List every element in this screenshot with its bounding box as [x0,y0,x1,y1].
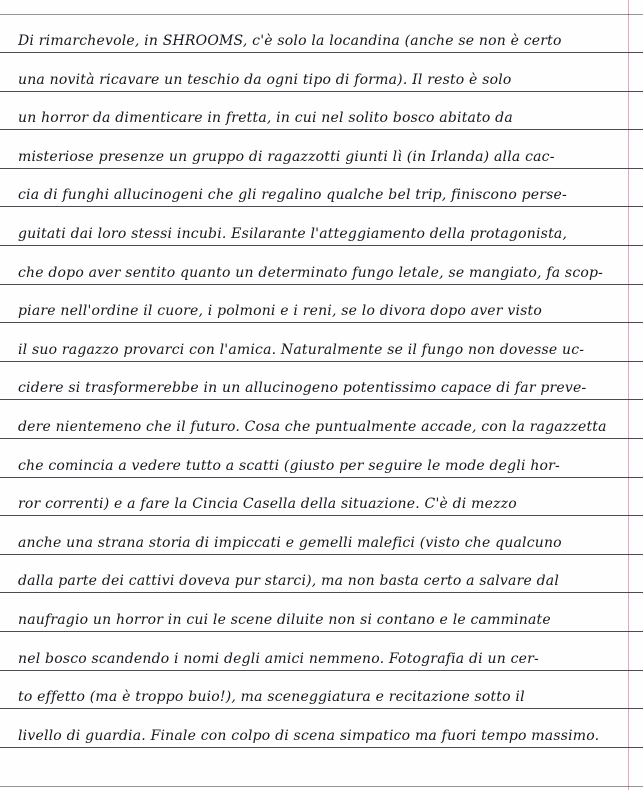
handwritten-line: guitati dai loro stessi incubi. Esilarante l'atteggiamento della protagonista, [18,226,568,242]
handwritten-line: misteriose presenze un gruppo di ragazzotti giunti lì (in Irlanda) alla cac- [18,149,555,165]
handwritten-line: naufragio un horror in cui le scene diluite non si contano e le camminate [18,612,551,628]
handwritten-line: to effetto (ma è troppo buio!), ma sceneggiatura e recitazione sotto il [18,689,525,705]
handwritten-line: cia di funghi allucinogeni che gli regalino qualche bel trip, finiscono perse- [18,187,567,203]
handwritten-line: cidere si trasformerebbe in un allucinogeno potentissimo capace di far preve- [18,380,587,396]
margin-line [628,0,629,790]
ruled-line [0,786,643,787]
ruled-line [0,14,643,15]
handwritten-line: una novità ricavare un teschio da ogni tipo di forma). Il resto è solo [18,72,512,88]
handwritten-line: dere nientemeno che il futuro. Cosa che puntualmente accade, con la ragazzetta [18,419,607,435]
handwritten-line: ror correnti) e a fare la Cincia Casella della situazione. C'è di mezzo [18,496,517,512]
handwritten-line: piare nell'ordine il cuore, i polmoni e i reni, se lo divora dopo aver visto [18,303,542,319]
handwritten-line: nel bosco scandendo i nomi degli amici nemmeno. Fotografia di un cer- [18,651,539,667]
handwritten-line: che dopo aver sentito quanto un determinato fungo letale, se mangiato, fa scop- [18,265,604,281]
handwritten-line: livello di guardia. Finale con colpo di scena simpatico ma fuori tempo massimo. [18,728,600,744]
handwritten-line: che comincia a vedere tutto a scatti (giusto per seguire le mode degli hor- [18,458,560,474]
handwritten-line: dalla parte dei cattivi doveva pur starci), ma non basta certo a salvare dal [18,573,559,589]
handwritten-line: anche una strana storia di impiccati e gemelli malefici (visto che qualcuno [18,535,562,551]
handwritten-line: il suo ragazzo provarci con l'amica. Naturalmente se il fungo non dovesse uc- [18,342,585,358]
handwritten-line: un horror da dimenticare in fretta, in cui nel solito bosco abitato da [18,110,513,126]
handwritten-line: Di rimarchevole, in SHROOMS, c'è solo la locandina (anche se non è certo [18,33,562,49]
